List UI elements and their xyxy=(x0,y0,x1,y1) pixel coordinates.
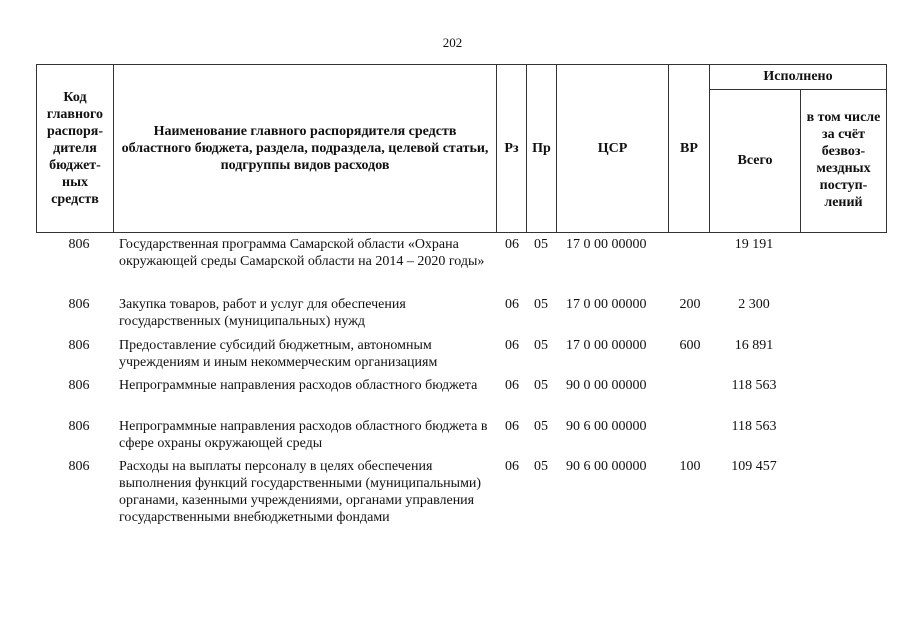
header-code: Код главного распоря-дителя бюджет-ных средств xyxy=(46,89,104,207)
row-rz: 06 xyxy=(505,419,519,434)
row-csr: 90 6 00 00000 xyxy=(566,419,647,434)
row-code: 806 xyxy=(68,237,90,252)
row-csr: 17 0 00 00000 xyxy=(566,297,647,312)
header-border xyxy=(886,64,887,232)
row-rz: 06 xyxy=(505,297,519,312)
row-total: 118 563 xyxy=(731,419,777,434)
row-code: 806 xyxy=(68,378,90,393)
row-name: Закупка товаров, работ и услуг для обеспечения государственных (муниципальных) нужд xyxy=(119,297,406,329)
row-name: Государственная программа Самарской области «Охрана окружающей среды Самарской области на 2014 – 2020 годы» xyxy=(119,237,485,269)
row-code: 806 xyxy=(68,419,90,434)
row-csr: 17 0 00 00000 xyxy=(566,237,647,252)
header-border xyxy=(113,64,114,232)
header-rz: Рз xyxy=(504,140,519,156)
row-rz: 06 xyxy=(505,459,519,474)
row-total: 19 191 xyxy=(734,237,774,252)
header-free: в том числе за счёт безвоз-мездных поступ-лений xyxy=(806,110,881,210)
header-total: Всего xyxy=(737,153,773,168)
row-csr: 17 0 00 00000 xyxy=(566,338,647,353)
row-vr: 200 xyxy=(679,297,701,312)
row-name: Непрограммные направления расходов областного бюджета в сфере охраны окружающей среды xyxy=(119,419,488,451)
row-code: 806 xyxy=(68,459,90,474)
row-pr: 05 xyxy=(534,378,548,393)
row-pr: 05 xyxy=(534,297,548,312)
row-csr: 90 6 00 00000 xyxy=(566,459,647,474)
row-total: 118 563 xyxy=(731,378,777,393)
row-vr: 600 xyxy=(679,338,701,353)
row-total: 16 891 xyxy=(734,338,774,353)
header-vr: ВР xyxy=(680,140,698,156)
row-pr: 05 xyxy=(534,237,548,252)
header-name: Наименование главного распорядителя средств областного бюджета, раздела, подраздела, целевой статьи, подгруппы видов расходов xyxy=(121,123,489,173)
header-pr: Пр xyxy=(532,140,551,156)
header-executed: Исполнено xyxy=(763,69,833,84)
row-total: 2 300 xyxy=(738,297,770,312)
row-pr: 05 xyxy=(534,338,548,353)
row-rz: 06 xyxy=(505,237,519,252)
row-name: Непрограммные направления расходов областного бюджета xyxy=(119,378,478,393)
header-bottom-border xyxy=(36,232,887,233)
page-number: 202 xyxy=(442,35,463,50)
row-rz: 06 xyxy=(505,338,519,353)
row-code: 806 xyxy=(68,338,90,353)
row-vr: 100 xyxy=(679,459,701,474)
row-pr: 05 xyxy=(534,459,548,474)
row-total: 109 457 xyxy=(731,459,777,474)
row-name: Расходы на выплаты персоналу в целях обеспечения выполнения функций государственными (муниципальными) органами, казенными учреждениями, органами управления государственными внебюджетными фондами xyxy=(119,459,482,525)
row-rz: 06 xyxy=(505,378,519,393)
row-name: Предоставление субсидий бюджетным, автономным учреждениям и иным некоммерческим организациям xyxy=(119,338,438,370)
row-csr: 90 0 00 00000 xyxy=(566,378,647,393)
row-code: 806 xyxy=(68,297,90,312)
header-csr: ЦСР xyxy=(597,140,628,156)
row-pr: 05 xyxy=(534,419,548,434)
